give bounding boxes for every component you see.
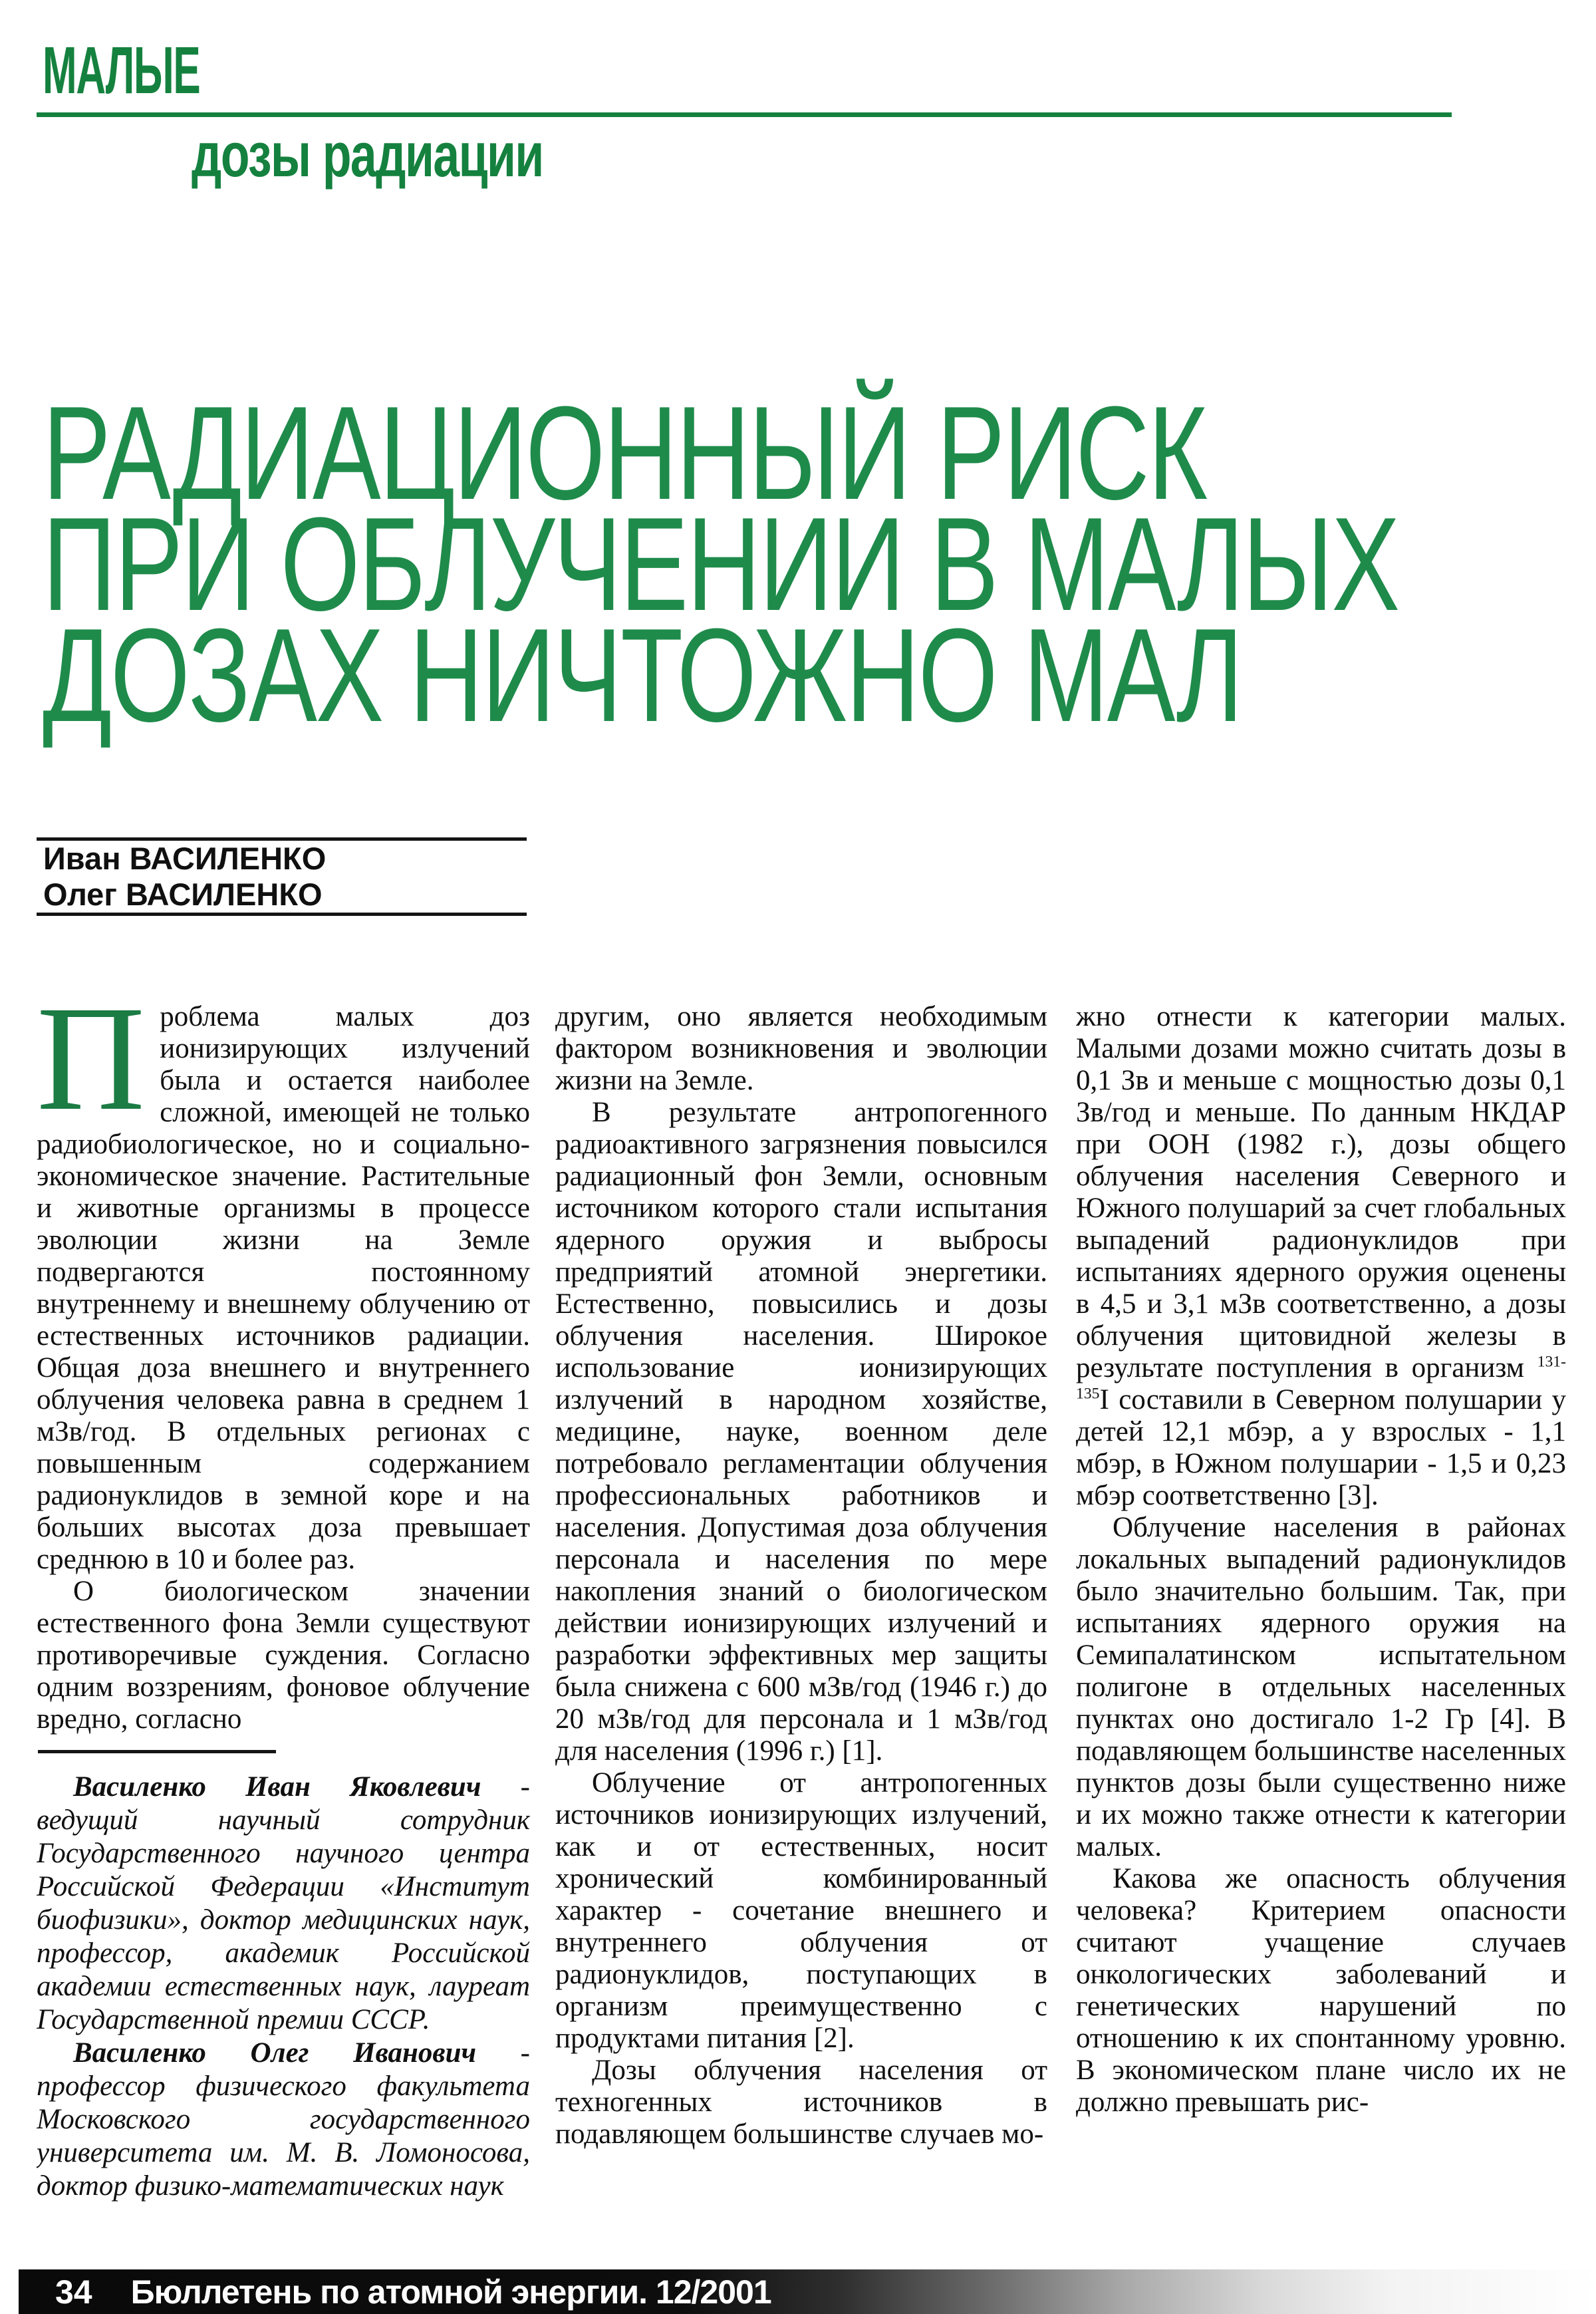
kicker-rule [37, 112, 1452, 117]
author-rule-bottom [37, 913, 527, 916]
paragraph-text: жно отнести к категории малых. Малыми дозами можно считать дозы в 0,1 Зв и меньше с мощностью дозы 0,1 Зв/год и меньше. По данным НКДАР при ООН (1982 г.), дозы общего облучения населения Северного и Южного полушарий за счет глобальных выпадений радионуклидов при испытаниях ядерного оружия оценены в 4,5 и 3,1 мЗв соответственно, а дозы облучения щитовидной железы в результате поступления в организм [1076, 1001, 1566, 1383]
paragraph [1076, 1001, 1566, 1512]
bio-text-1: - ведущий научный сотрудник Государственного научного центра Российской Федерации «Институт биофизики», доктор медицинских наук, профессор, академик Российской академии естественных наук, лауреат Государственной премии СССР. [37, 1771, 530, 2035]
paragraph: другим, оно является необходимым фактором возникновения и эволюции жизни на Земле. [555, 1001, 1047, 1096]
bio-name-2: Василенко Олег Иванович [73, 2037, 477, 2069]
text-column-3 [1076, 1001, 1566, 2270]
bio-name-1: Василенко Иван Яковлевич [73, 1771, 481, 1803]
section-kicker-top: МАЛЫЕ [43, 33, 200, 108]
paragraph: Дозы облучения населения от техногенных источников в подавляющем большинстве случаев мо- [555, 2055, 1047, 2150]
bio-text-2: - профессор физического факультета Московского государственного университета им. М. В. Ломоносова, доктор физико-математических наук [37, 2037, 530, 2202]
author-bio-2 [37, 2037, 530, 2203]
author-name-2: Олег ВАСИЛЕНКО [43, 877, 323, 912]
author-bio-1 [37, 1771, 530, 2037]
article-title [43, 379, 1596, 750]
section-kicker-bottom: дозы радиации [192, 120, 543, 190]
paragraph: Какова же опасность облучения человека? Критерием опасности считают учащение случаев онкологических заболеваний и генетических нарушений по отношению к их спонтанному уровню. В экономическом плане число их не должно превышать рис- [1076, 1863, 1566, 2118]
paragraph-text: роблема малых доз ионизирующих излучений была и остается наиболее сложной, имеющей не только радиобиологическое, но и социально-экономическое значение. Растительные и животные организмы в процессе эволюции жизни на Земле подвергаются постоянному внутреннему и внешнему облучению от естественных источников радиации. Общая доза внешнего и внутреннего облучения человека равна в среднем 1 мЗв/год. В отдельных регионах с повышенным содержанием радионуклидов в земной коре и на больших высотах доза превышает среднюю в 10 и более раз. [37, 1001, 530, 1575]
paragraph-text: I составили в Северном полушарии у детей 12,1 мбэр, а у взрослых - 1,1 мбэр, в Южном полушарии - 1,5 и 0,23 мбэр соответственно [3]. [1076, 1384, 1566, 1511]
paragraph: Облучение от антропогенных источников ионизирующих излучений, как и от естественных, носит хронический комбинированный характер - сочетание внешнего и внутреннего облучения от радионуклидов, поступающих в организм преимущественно с продуктами питания [2]. [555, 1767, 1047, 2054]
paragraph [37, 1001, 530, 1576]
paragraph: О биологическом значении естественного фона Земли существуют противоречивые суждения. Согласно одним воззрениям, фоновое облучение вредно, согласно [37, 1576, 530, 1735]
article-title-line1: РАДИАЦИОННЫЙ РИСК [43, 379, 1206, 527]
drop-cap: П [37, 1001, 146, 1141]
footer-bar [19, 2269, 1596, 2314]
isotope-superscript: 131-135 [1076, 1353, 1566, 1403]
page-number: 34 [55, 2273, 92, 2311]
author-name-1: Иван ВАСИЛЕНКО [43, 841, 327, 876]
paragraph: В результате антропогенного радиоактивного загрязнения повысился радиационный фон Земли, основным источником которого стали испытания ядерного оружия и выбросы предприятий атомной энергетики. Естественно, повысились и дозы облучения населения. Широкое использование ионизирующих излучений в народном хозяйстве, медицине, науке, военном деле потребовало регламентации облучения профессиональных работников и населения. Допустимая доза облучения персонала и населения по мере накопления знаний о биологическом действии ионизирующих излучений и разработки эффективных мер защиты была снижена с 600 мЗв/год (1946 г.) до 20 мЗв/год для персонала и 1 мЗв/год для населения (1996 г.) [1]. [555, 1097, 1047, 1767]
journal-title: Бюллетень по атомной энергии. 12/2001 [130, 2273, 771, 2311]
article-title-line2: ПРИ ОБЛУЧЕНИИ В МАЛЫХ [43, 490, 1398, 639]
text-column-1 [37, 1001, 530, 2270]
bio-rule [38, 1750, 276, 1753]
article-title-line3: ДОЗАХ НИЧТОЖНО МАЛ [43, 601, 1242, 750]
text-column-2 [555, 1001, 1047, 2270]
paragraph: Облучение населения в районах локальных выпадений радионуклидов было значительно большим. Так, при испытаниях ядерного оружия на Семипалатинском испытательном полигоне в отдельных населенных пунктах оно достигало 1-2 Гр [4]. В подавляющем большинстве населенных пунктов дозы были существенно ниже и их можно также отнести к категории малых. [1076, 1512, 1566, 1862]
author-block [37, 837, 527, 916]
